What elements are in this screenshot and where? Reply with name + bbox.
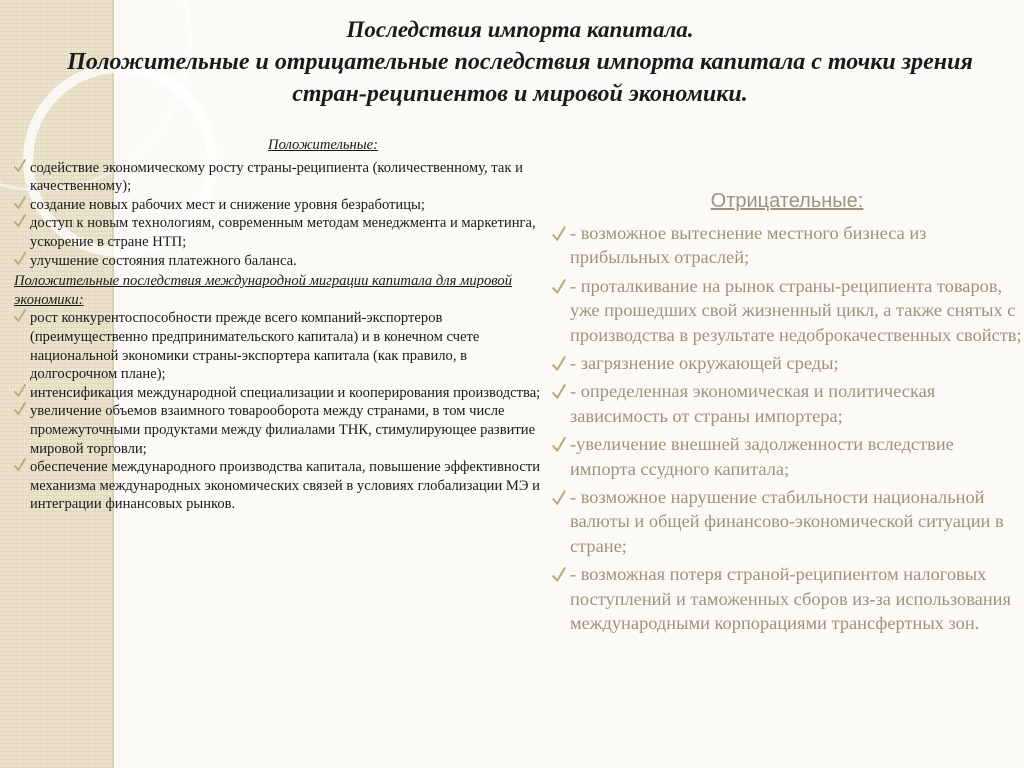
checkmark-bullet-icon: [14, 214, 26, 228]
checkmark-bullet-icon: [552, 382, 566, 398]
positive-list: [14, 159, 544, 271]
list-item-text: - загрязнение окружающей среды;: [570, 353, 839, 374]
list-item: [14, 252, 544, 271]
checkmark-bullet-icon: [552, 435, 566, 451]
list-item: [14, 384, 544, 403]
world-subheading-tail: для мировой экономики:: [14, 273, 512, 308]
list-item: [552, 432, 1022, 481]
list-item-text: - возможное нарушение стабильности национальной валюты и общей финансово-экономической ситуации в стране;: [570, 487, 1004, 556]
list-item: [552, 221, 1022, 270]
checkmark-bullet-icon: [14, 252, 26, 266]
negative-heading: Отрицательные:: [710, 190, 864, 212]
list-item-text: - возможная потеря страной-реципиентом налоговых поступлений и таможенных сборов из-за использования международными корпорациями трансфертных зон.: [570, 564, 1011, 634]
list-item-text: улучшение состояния платежного баланса.: [30, 252, 297, 269]
checkmark-bullet-icon: [552, 224, 566, 240]
checkmark-bullet-icon: [14, 384, 26, 398]
list-item: [552, 274, 1022, 347]
list-item: [14, 196, 544, 215]
list-item: [14, 458, 544, 514]
list-item-text: рост конкурентоспособности прежде всего компаний-экспортеров (преимущественно предпринимательского капитала) и в конечном счете национальной экономики страны-экспортера капитала (как правило, в долгосрочном плане);: [30, 310, 480, 383]
list-item-text: - определенная экономическая и политическая зависимость от страны импортера;: [570, 381, 936, 426]
checkmark-bullet-icon: [14, 196, 26, 210]
list-item-text: интенсификация международной специализации и кооперирования производства;: [30, 384, 541, 401]
world-list: [14, 309, 544, 514]
checkmark-bullet-icon: [14, 159, 26, 173]
negative-list: [552, 221, 1022, 636]
checkmark-bullet-icon: [552, 277, 566, 293]
list-item: [14, 159, 544, 196]
checkmark-bullet-icon: [552, 488, 566, 504]
list-item-text: увеличение объемов взаимного товарооборота между странами, в том числе промежуточными продуктами между филиалами ТНК, стимулирующее развитие мировой торговли;: [30, 403, 536, 457]
list-item-text: обеспечение международного производства капитала, повышение эффективности механизма международных экономических связей в условиях глобализации МЭ и интеграции финансовых рынков.: [30, 459, 541, 513]
negative-column: [552, 190, 1022, 640]
list-item-text: доступ к новым технологиям, современным методам менеджмента и маркетинга, ускорение в стране НТП;: [30, 215, 536, 250]
list-item-text: содействие экономическому росту страны-реципиента (количественному, так и качественному);: [30, 159, 523, 195]
list-item: [14, 309, 544, 383]
world-subheading: [14, 272, 544, 309]
positive-heading: Положительные:: [268, 137, 378, 153]
checkmark-bullet-icon: [552, 354, 566, 370]
slide-title: [40, 14, 1000, 110]
list-item-text: - возможное вытеснение местного бизнеса из прибыльных отраслей;: [570, 223, 927, 268]
list-item: [552, 485, 1022, 558]
checkmark-bullet-icon: [14, 458, 26, 472]
list-item: [14, 214, 544, 251]
checkmark-bullet-icon: [14, 402, 26, 416]
list-item-text: -увеличение внешней задолженности вследствие импорта ссудного капитала;: [570, 434, 954, 479]
list-item-text: - проталкивание на рынок страны-реципиента товаров, уже прошедших свой жизненный цикл, а также снятых с производства в результате недоброкачественных свойств;: [570, 275, 1022, 345]
checkmark-bullet-icon: [14, 309, 26, 323]
checkmark-bullet-icon: [552, 565, 566, 581]
list-item-text: создание новых рабочих мест и снижение уровня безработицы;: [30, 196, 425, 213]
list-item: [552, 351, 1022, 375]
world-subheading-text: Положительные последствия международной миграции капитала: [14, 273, 433, 290]
positive-column: [14, 136, 544, 514]
list-item: [552, 562, 1022, 635]
title-line-1: Последствия импорта капитала.: [346, 17, 694, 42]
list-item: [14, 402, 544, 458]
list-item: [552, 379, 1022, 428]
title-line-2: Положительные и отрицательные последствия импорта капитала с точки зрения стран-реципиентов и мировой экономики.: [67, 49, 973, 107]
